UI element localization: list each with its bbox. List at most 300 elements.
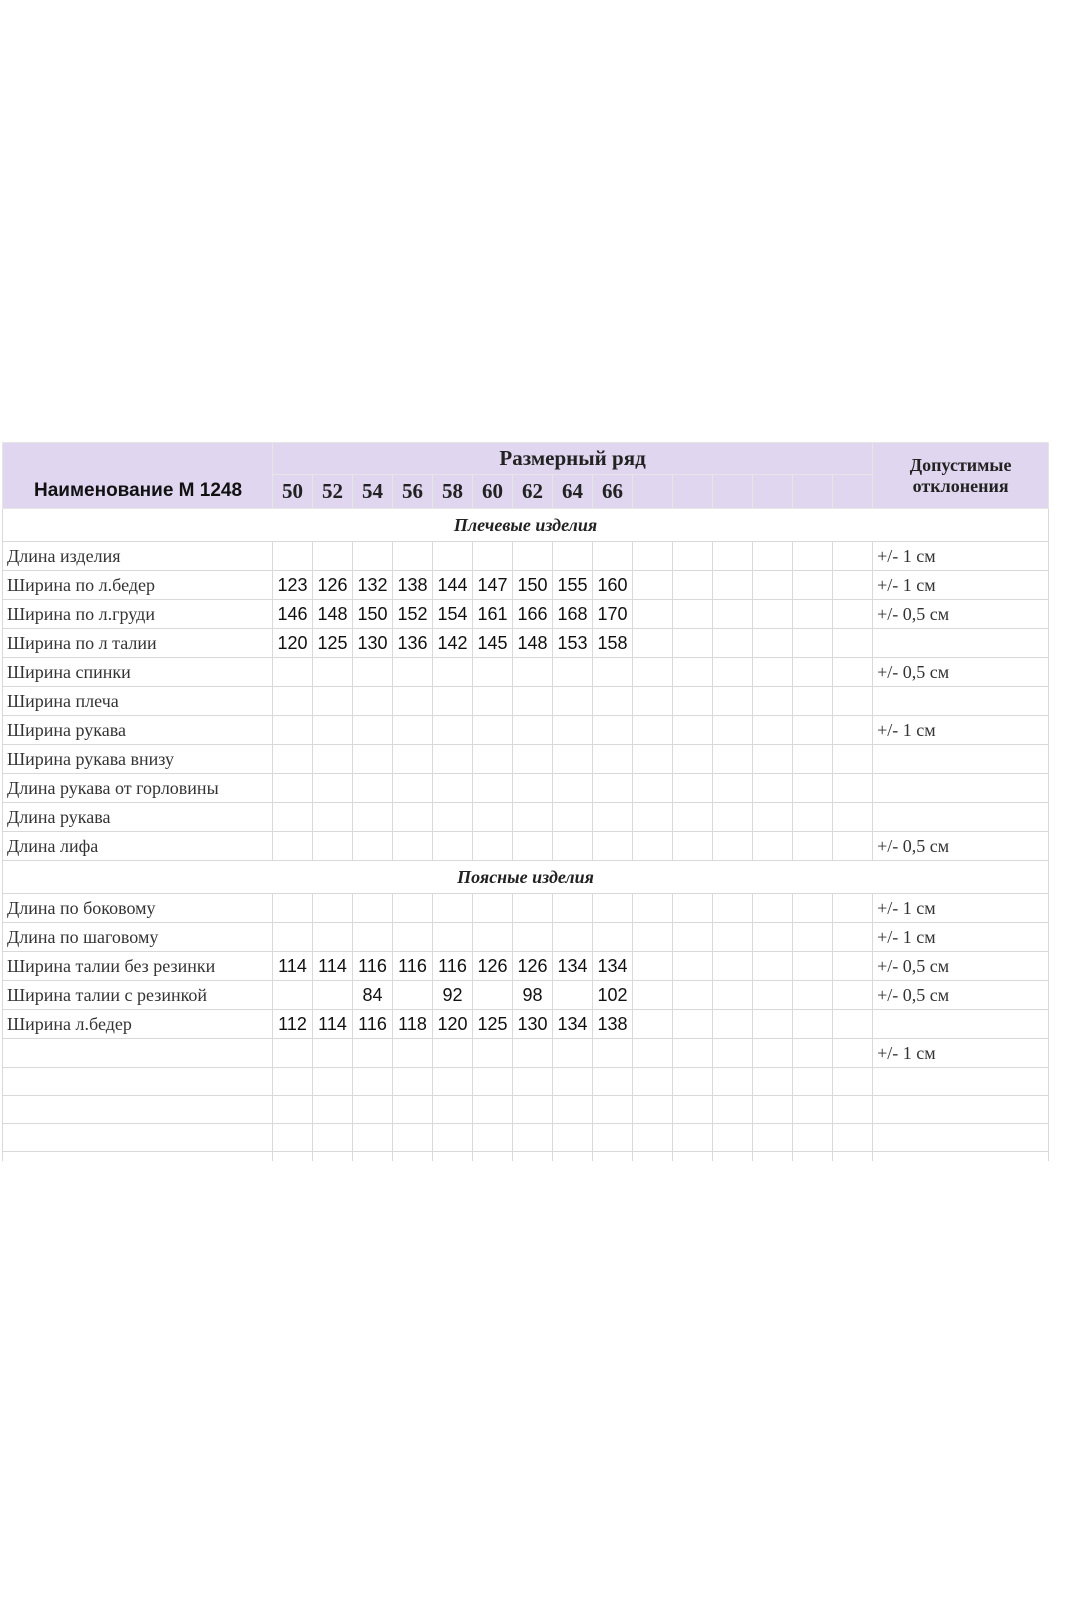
measurement-value: 102	[593, 981, 633, 1010]
tolerance-value: +/- 1 см	[873, 716, 1049, 745]
measurement-value: 154	[433, 600, 473, 629]
measurement-value	[393, 1096, 433, 1124]
measurement-value: 146	[273, 600, 313, 629]
tolerance-value: +/- 1 см	[873, 923, 1049, 952]
measurement-value	[473, 687, 513, 716]
measurement-value	[753, 774, 793, 803]
measurement-value	[313, 803, 353, 832]
measurement-value	[633, 952, 673, 981]
tolerance-value	[873, 1010, 1049, 1039]
measurement-value	[313, 1068, 353, 1096]
measurement-value	[753, 1096, 793, 1124]
measurement-value	[473, 832, 513, 861]
measurement-label: Длина по шаговому	[3, 923, 273, 952]
empty-cell	[593, 1152, 633, 1162]
size-header	[793, 475, 833, 509]
measurement-value	[353, 1124, 393, 1152]
measurement-value: 120	[273, 629, 313, 658]
measurement-value	[753, 803, 793, 832]
measurement-value	[353, 832, 393, 861]
measurement-value	[833, 600, 873, 629]
measurement-value	[393, 803, 433, 832]
measurement-value: 134	[553, 1010, 593, 1039]
tolerance-value	[873, 687, 1049, 716]
measurement-value	[673, 687, 713, 716]
measurement-label: Ширина по л.груди	[3, 600, 273, 629]
measurement-value	[553, 716, 593, 745]
measurement-value: 134	[553, 952, 593, 981]
table-row	[3, 600, 1049, 629]
measurement-value	[353, 1039, 393, 1068]
measurement-value	[633, 774, 673, 803]
measurement-value: 126	[313, 571, 353, 600]
measurement-value	[633, 716, 673, 745]
measurement-value	[273, 1124, 313, 1152]
measurement-value	[473, 658, 513, 687]
measurement-value: 160	[593, 571, 633, 600]
measurement-value	[753, 981, 793, 1010]
measurement-value	[513, 1068, 553, 1096]
empty-cell	[833, 1152, 873, 1162]
measurement-value	[713, 774, 753, 803]
measurement-value	[393, 745, 433, 774]
measurement-value	[313, 832, 353, 861]
measurement-value	[593, 542, 633, 571]
empty-cell	[673, 1152, 713, 1162]
measurement-value	[433, 894, 473, 923]
measurement-value	[633, 1039, 673, 1068]
measurement-value: 138	[593, 1010, 633, 1039]
measurement-value	[633, 923, 673, 952]
measurement-value	[513, 803, 553, 832]
measurement-value	[353, 716, 393, 745]
measurement-value: 116	[353, 952, 393, 981]
measurement-value	[433, 1096, 473, 1124]
measurement-value	[433, 923, 473, 952]
measurement-value: 116	[353, 1010, 393, 1039]
measurement-value	[393, 687, 433, 716]
measurement-value: 158	[593, 629, 633, 658]
measurement-value	[753, 894, 793, 923]
measurement-value	[713, 952, 753, 981]
measurement-value	[793, 981, 833, 1010]
measurement-value	[673, 981, 713, 1010]
measurement-value	[713, 745, 753, 774]
measurement-value	[713, 981, 753, 1010]
measurement-value: 152	[393, 600, 433, 629]
measurement-value: 145	[473, 629, 513, 658]
measurement-value	[833, 952, 873, 981]
empty-cell	[393, 1152, 433, 1162]
measurement-value	[713, 1096, 753, 1124]
measurement-value	[593, 923, 633, 952]
measurement-value	[753, 542, 793, 571]
measurement-value	[793, 571, 833, 600]
table-row	[3, 1152, 1049, 1162]
measurement-value	[513, 687, 553, 716]
size-chart-table	[2, 442, 1049, 1161]
measurement-value	[273, 981, 313, 1010]
measurement-value	[433, 774, 473, 803]
measurement-label	[3, 1096, 273, 1124]
measurement-value	[273, 1096, 313, 1124]
measurement-value	[273, 658, 313, 687]
measurement-value	[593, 1096, 633, 1124]
measurement-value	[713, 803, 753, 832]
measurement-value: 126	[473, 952, 513, 981]
measurement-value: 112	[273, 1010, 313, 1039]
measurement-value	[313, 716, 353, 745]
measurement-value	[633, 894, 673, 923]
measurement-value	[673, 1124, 713, 1152]
measurement-value	[793, 1068, 833, 1096]
size-header: 54	[353, 475, 393, 509]
measurement-value	[793, 629, 833, 658]
measurement-value	[793, 894, 833, 923]
table-row	[3, 923, 1049, 952]
measurement-value	[273, 745, 313, 774]
measurement-value: 114	[273, 952, 313, 981]
measurement-value	[273, 687, 313, 716]
measurement-value: 148	[513, 629, 553, 658]
section-title: Плечевые изделия	[3, 509, 1049, 542]
measurement-value	[393, 832, 433, 861]
measurement-value	[513, 894, 553, 923]
measurement-value: 125	[313, 629, 353, 658]
empty-cell	[3, 1152, 273, 1162]
measurement-value	[633, 981, 673, 1010]
measurement-value	[713, 923, 753, 952]
measurement-value	[353, 803, 393, 832]
tolerance-value: +/- 1 см	[873, 1039, 1049, 1068]
measurement-value	[833, 1010, 873, 1039]
measurement-label: Длина изделия	[3, 542, 273, 571]
measurement-value	[433, 803, 473, 832]
measurement-value	[353, 774, 393, 803]
measurement-value	[393, 1039, 433, 1068]
measurement-value	[313, 687, 353, 716]
measurement-value	[753, 1124, 793, 1152]
table-row	[3, 542, 1049, 571]
tolerance-value	[873, 774, 1049, 803]
table-row	[3, 894, 1049, 923]
measurement-value	[833, 1068, 873, 1096]
empty-cell	[633, 1152, 673, 1162]
measurement-value	[833, 1124, 873, 1152]
measurement-value	[833, 1096, 873, 1124]
measurement-value	[713, 571, 753, 600]
measurement-value	[513, 745, 553, 774]
measurement-value	[473, 745, 513, 774]
measurement-value	[673, 745, 713, 774]
measurement-value	[593, 894, 633, 923]
measurement-value	[673, 952, 713, 981]
measurement-value	[473, 1068, 513, 1096]
measurement-value	[593, 774, 633, 803]
measurement-value: 166	[513, 600, 553, 629]
measurement-value	[713, 1068, 753, 1096]
measurement-label: Ширина талии без резинки	[3, 952, 273, 981]
measurement-value	[713, 1039, 753, 1068]
measurement-value	[673, 658, 713, 687]
measurement-value: 153	[553, 629, 593, 658]
measurement-value	[633, 1010, 673, 1039]
table-row	[3, 1010, 1049, 1039]
measurement-value: 120	[433, 1010, 473, 1039]
table-row	[3, 687, 1049, 716]
tolerance-value: +/- 1 см	[873, 894, 1049, 923]
measurement-value: 148	[313, 600, 353, 629]
measurement-value	[833, 832, 873, 861]
measurement-value	[793, 1010, 833, 1039]
measurement-value	[273, 832, 313, 861]
measurement-value	[393, 716, 433, 745]
measurement-value	[633, 658, 673, 687]
measurement-value	[473, 1039, 513, 1068]
measurement-value	[593, 716, 633, 745]
measurement-value	[753, 600, 793, 629]
measurement-value	[673, 571, 713, 600]
measurement-label	[3, 1068, 273, 1096]
empty-cell	[433, 1152, 473, 1162]
measurement-value	[833, 923, 873, 952]
measurement-value	[393, 981, 433, 1010]
measurement-value	[833, 716, 873, 745]
size-range-title: Размерный ряд	[273, 443, 873, 475]
measurement-value	[273, 716, 313, 745]
measurement-value	[633, 571, 673, 600]
measurement-value	[793, 600, 833, 629]
measurement-label: Ширина по л.бедер	[3, 571, 273, 600]
measurement-value: 130	[353, 629, 393, 658]
table-row	[3, 774, 1049, 803]
measurement-value	[313, 1039, 353, 1068]
measurement-value: 123	[273, 571, 313, 600]
empty-cell	[473, 1152, 513, 1162]
measurement-value	[433, 716, 473, 745]
size-header: 62	[513, 475, 553, 509]
measurement-value	[713, 629, 753, 658]
section-row	[3, 861, 1049, 894]
measurement-value	[553, 923, 593, 952]
measurement-value	[633, 629, 673, 658]
measurement-value	[633, 745, 673, 774]
measurement-value	[313, 981, 353, 1010]
size-header: 64	[553, 475, 593, 509]
measurement-value	[633, 600, 673, 629]
tolerance-value: +/- 0,5 см	[873, 981, 1049, 1010]
measurement-value	[673, 629, 713, 658]
measurement-label: Ширина л.бедер	[3, 1010, 273, 1039]
measurement-value	[473, 1124, 513, 1152]
measurement-value	[353, 1096, 393, 1124]
measurement-value: 161	[473, 600, 513, 629]
measurement-value	[713, 542, 753, 571]
measurement-value	[313, 774, 353, 803]
header-row	[3, 443, 1049, 475]
measurement-value	[273, 774, 313, 803]
measurement-value	[553, 1039, 593, 1068]
measurement-value	[753, 1039, 793, 1068]
measurement-value: 114	[313, 952, 353, 981]
measurement-value	[513, 923, 553, 952]
measurement-value	[673, 894, 713, 923]
measurement-value	[393, 923, 433, 952]
tolerance-value: +/- 1 см	[873, 542, 1049, 571]
measurement-value	[633, 803, 673, 832]
table-row	[3, 1039, 1049, 1068]
tolerance-value	[873, 745, 1049, 774]
measurement-value	[793, 745, 833, 774]
size-header	[673, 475, 713, 509]
measurement-value: 150	[353, 600, 393, 629]
measurement-value	[673, 832, 713, 861]
tolerance-value	[873, 1068, 1049, 1096]
measurement-value	[793, 803, 833, 832]
measurement-value	[473, 1096, 513, 1124]
tolerance-value	[873, 1096, 1049, 1124]
measurement-value	[313, 1096, 353, 1124]
table-row	[3, 832, 1049, 861]
measurement-value	[673, 1068, 713, 1096]
measurement-value	[833, 981, 873, 1010]
measurement-value	[793, 716, 833, 745]
measurement-value	[513, 542, 553, 571]
measurement-value	[673, 716, 713, 745]
measurement-value	[433, 658, 473, 687]
measurement-value	[633, 687, 673, 716]
measurement-value	[793, 1124, 833, 1152]
measurement-value	[793, 1039, 833, 1068]
measurement-value	[753, 571, 793, 600]
measurement-label	[3, 1124, 273, 1152]
measurement-value	[593, 658, 633, 687]
measurement-value	[593, 1039, 633, 1068]
table-row	[3, 745, 1049, 774]
measurement-label: Длина по боковому	[3, 894, 273, 923]
measurement-value	[713, 687, 753, 716]
size-header: 52	[313, 475, 353, 509]
measurement-value	[793, 952, 833, 981]
measurement-value	[713, 716, 753, 745]
measurement-value	[273, 894, 313, 923]
measurement-value	[473, 542, 513, 571]
measurement-value: 132	[353, 571, 393, 600]
measurement-value	[473, 894, 513, 923]
measurement-value	[833, 658, 873, 687]
measurement-value	[513, 1124, 553, 1152]
measurement-label: Ширина плеча	[3, 687, 273, 716]
measurement-label	[3, 1039, 273, 1068]
measurement-value	[833, 1039, 873, 1068]
measurement-value	[353, 894, 393, 923]
measurement-value	[433, 1068, 473, 1096]
empty-cell	[793, 1152, 833, 1162]
measurement-value	[793, 1096, 833, 1124]
measurement-value	[553, 1124, 593, 1152]
measurement-value	[353, 745, 393, 774]
tolerance-value	[873, 803, 1049, 832]
table-row	[3, 716, 1049, 745]
measurement-value: 136	[393, 629, 433, 658]
measurement-value	[473, 981, 513, 1010]
measurement-value	[473, 803, 513, 832]
measurement-value	[753, 687, 793, 716]
measurement-value	[713, 658, 753, 687]
size-header: 56	[393, 475, 433, 509]
measurement-value: 150	[513, 571, 553, 600]
measurement-value: 126	[513, 952, 553, 981]
measurement-value	[433, 687, 473, 716]
measurement-value	[393, 658, 433, 687]
measurement-value	[833, 571, 873, 600]
measurement-value	[273, 803, 313, 832]
measurement-value: 170	[593, 600, 633, 629]
measurement-value	[593, 1124, 633, 1152]
tolerance-value: +/- 0,5 см	[873, 832, 1049, 861]
empty-cell	[753, 1152, 793, 1162]
measurement-value	[673, 1096, 713, 1124]
table-row	[3, 803, 1049, 832]
measurement-value: 92	[433, 981, 473, 1010]
empty-cell	[313, 1152, 353, 1162]
size-header	[833, 475, 873, 509]
measurement-value	[393, 1068, 433, 1096]
measurement-value	[753, 952, 793, 981]
measurement-label: Ширина талии с резинкой	[3, 981, 273, 1010]
measurement-value	[393, 1124, 433, 1152]
measurement-value	[433, 1124, 473, 1152]
measurement-value	[833, 629, 873, 658]
measurement-value: 116	[433, 952, 473, 981]
measurement-value	[793, 832, 833, 861]
measurement-value	[273, 1039, 313, 1068]
measurement-value	[513, 1039, 553, 1068]
measurement-value	[673, 803, 713, 832]
measurement-label: Длина лифа	[3, 832, 273, 861]
measurement-value	[753, 1010, 793, 1039]
measurement-value	[833, 894, 873, 923]
measurement-label: Ширина по л талии	[3, 629, 273, 658]
measurement-value	[313, 745, 353, 774]
measurement-value	[353, 542, 393, 571]
measurement-value	[593, 832, 633, 861]
measurement-value	[433, 745, 473, 774]
tolerance-value: +/- 0,5 см	[873, 600, 1049, 629]
measurement-value: 138	[393, 571, 433, 600]
measurement-value	[833, 542, 873, 571]
measurement-value	[553, 658, 593, 687]
measurement-value	[553, 803, 593, 832]
measurement-value	[313, 1124, 353, 1152]
measurement-value: 155	[553, 571, 593, 600]
measurement-value: 134	[593, 952, 633, 981]
measurement-value	[593, 1068, 633, 1096]
tolerance-value: +/- 1 см	[873, 571, 1049, 600]
measurement-value	[713, 600, 753, 629]
measurement-value	[313, 894, 353, 923]
measurement-value	[793, 542, 833, 571]
size-header: 58	[433, 475, 473, 509]
table-row	[3, 1068, 1049, 1096]
empty-cell	[713, 1152, 753, 1162]
measurement-value	[673, 542, 713, 571]
measurement-label: Ширина рукава	[3, 716, 273, 745]
size-header	[753, 475, 793, 509]
measurement-value	[313, 658, 353, 687]
measurement-value	[553, 1068, 593, 1096]
size-header: 60	[473, 475, 513, 509]
